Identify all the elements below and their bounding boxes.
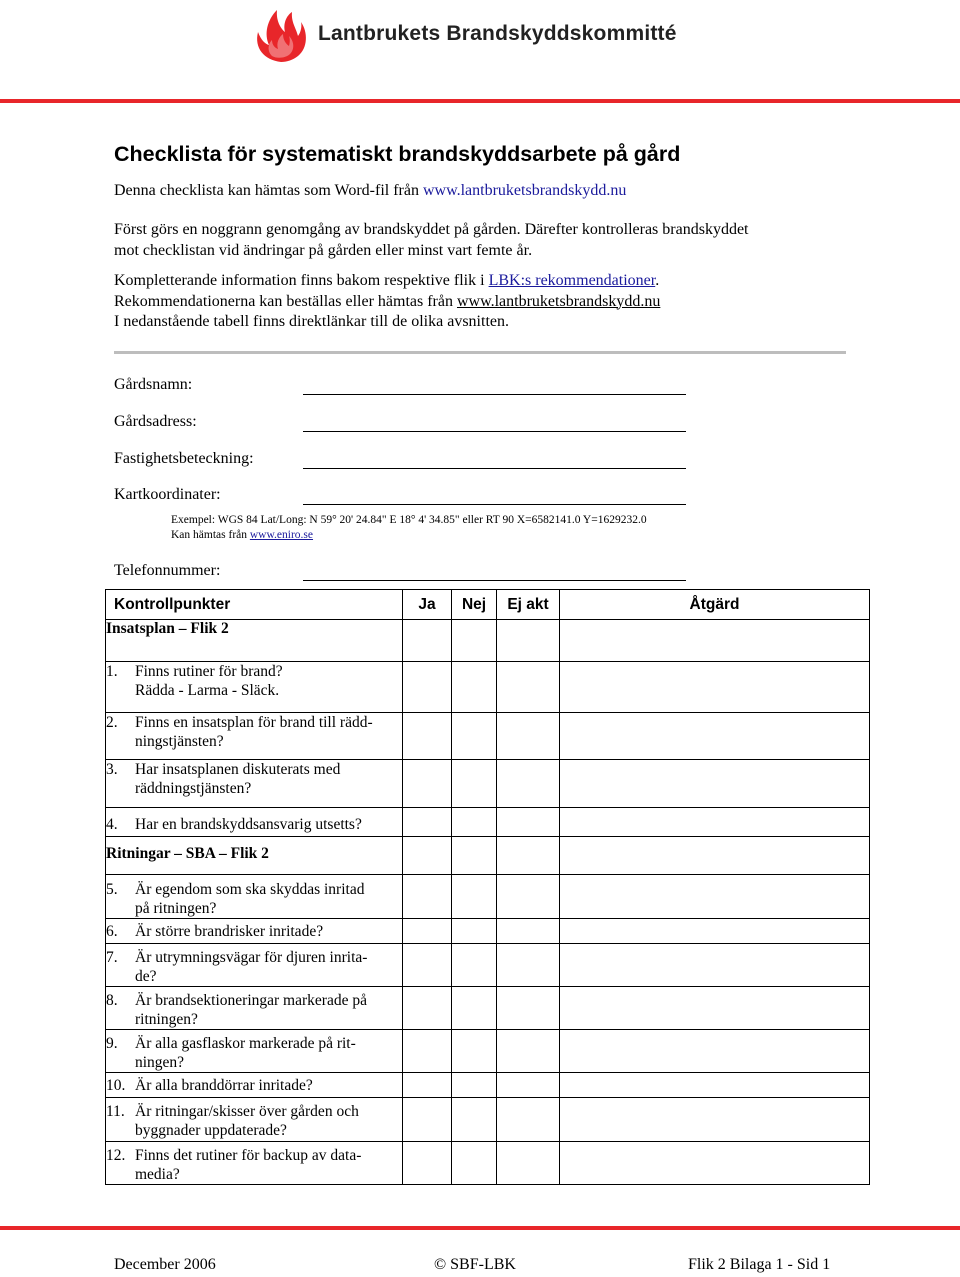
question-cell (106, 1030, 403, 1073)
download-text: Denna checklista kan hämtas som Word-fil från (114, 182, 419, 199)
question-number: 3. (106, 761, 118, 778)
question-text: Är ritningar/skisser över gården och (135, 1103, 359, 1120)
question-text: Har en brandskyddsansvarig utsetts? (135, 816, 362, 833)
header-divider (0, 99, 960, 103)
intro-line: I nedanstående tabell finns direktlänkar till de olika avsnitten. (114, 313, 509, 330)
na-cell[interactable] (497, 987, 560, 1030)
intro-text: Kompletterande information finns bakom respektive flik i (114, 272, 485, 289)
yes-cell[interactable] (403, 1073, 452, 1098)
no-cell[interactable] (452, 1073, 497, 1098)
fetch-text: Kan hämtas från (171, 529, 247, 541)
col-header-action: Åtgärd (560, 590, 870, 620)
question-number: 5. (106, 881, 118, 898)
question-cell (106, 875, 403, 919)
action-cell[interactable] (560, 760, 870, 808)
question-text: byggnader uppdaterade? (135, 1122, 287, 1139)
yes-cell[interactable] (403, 875, 452, 919)
question-text: Rädda - Larma - Släck. (135, 682, 280, 699)
question-text: Finns det rutiner för backup av data- (135, 1147, 362, 1164)
org-name: Lantbrukets Brandskyddskommitté (318, 22, 677, 45)
no-cell[interactable] (452, 620, 497, 662)
na-cell[interactable] (497, 662, 560, 713)
na-cell[interactable] (497, 1142, 560, 1185)
farm-name-field[interactable] (303, 394, 686, 395)
no-cell[interactable] (452, 662, 497, 713)
question-cell (106, 919, 403, 944)
yes-cell[interactable] (403, 1142, 452, 1185)
question-cell (106, 1142, 403, 1185)
question-cell (106, 713, 403, 760)
question-number: 6. (106, 923, 118, 940)
farm-name-label: Gårdsnamn: (114, 376, 193, 393)
action-cell[interactable] (560, 837, 870, 875)
col-header-na: Ej akt (497, 590, 560, 620)
no-cell[interactable] (452, 1098, 497, 1142)
section-title: Insatsplan – Flik 2 (106, 620, 403, 662)
na-cell[interactable] (497, 919, 560, 944)
yes-cell[interactable] (403, 944, 452, 987)
intro-line: Först görs en noggrann genomgång av brandskyddet på gården. Därefter kontrolleras brandskyddet (114, 221, 749, 238)
table-row (106, 1030, 870, 1073)
section-row (106, 837, 870, 875)
action-cell[interactable] (560, 1073, 870, 1098)
intro-paragraph-2 (114, 220, 748, 261)
col-header-no: Nej (452, 590, 497, 620)
table-row (106, 1073, 870, 1098)
question-text: Är större brandrisker inritade? (135, 923, 324, 940)
table-row (106, 919, 870, 944)
checklist-table (105, 589, 870, 1185)
na-cell[interactable] (497, 944, 560, 987)
intro-line (114, 292, 660, 313)
phone-field[interactable] (303, 580, 686, 581)
eniro-link[interactable]: www.eniro.se (249, 529, 314, 541)
fetch-line (171, 528, 647, 543)
question-number: 7. (106, 949, 118, 966)
property-label: Fastighetsbeteckning: (114, 450, 254, 467)
footer-divider (0, 1226, 960, 1230)
question-text: ningen? (135, 1054, 185, 1071)
yes-cell[interactable] (403, 1098, 452, 1142)
na-cell[interactable] (497, 620, 560, 662)
action-cell[interactable] (560, 662, 870, 713)
question-text: räddningstjänsten? (135, 780, 252, 797)
no-cell[interactable] (452, 944, 497, 987)
coordinates-field[interactable] (303, 504, 686, 505)
table-row (106, 760, 870, 808)
question-text: Finns en insatsplan för brand till rädd- (135, 714, 373, 731)
action-cell[interactable] (560, 1098, 870, 1142)
question-cell (106, 987, 403, 1030)
intro-line (114, 271, 660, 292)
farm-address-label: Gårdsadress: (114, 413, 197, 430)
na-cell[interactable] (497, 1098, 560, 1142)
no-cell[interactable] (452, 713, 497, 760)
na-cell[interactable] (497, 1073, 560, 1098)
question-cell (106, 662, 403, 713)
action-cell[interactable] (560, 713, 870, 760)
phone-label: Telefonnummer: (114, 562, 221, 579)
section-divider (114, 351, 846, 354)
col-header-yes: Ja (403, 590, 452, 620)
question-text: Är alla gasflaskor markerade på rit- (135, 1035, 356, 1052)
question-number: 4. (106, 816, 118, 833)
question-number: 11. (106, 1103, 125, 1120)
action-cell[interactable] (560, 1030, 870, 1073)
footer-date: December 2006 (114, 1256, 216, 1273)
table-row (106, 875, 870, 919)
question-text: ningstjänsten? (135, 733, 224, 750)
question-number: 2. (106, 714, 118, 731)
question-text: Har insatsplanen diskuterats med (135, 761, 341, 778)
no-cell[interactable] (452, 760, 497, 808)
table-row (106, 944, 870, 987)
yes-cell[interactable] (403, 919, 452, 944)
question-text: Är brandsektioneringar markerade på (135, 992, 367, 1009)
yes-cell[interactable] (403, 713, 452, 760)
footer-page: Flik 2 Bilaga 1 - Sid 1 (688, 1256, 831, 1273)
yes-cell[interactable] (403, 1030, 452, 1073)
question-text: Är egendom som ska skyddas inritad (135, 881, 365, 898)
question-number: 1. (106, 663, 118, 680)
action-cell[interactable] (560, 1142, 870, 1185)
question-cell (106, 1098, 403, 1142)
na-cell[interactable] (497, 760, 560, 808)
download-paragraph (114, 181, 626, 202)
table-row (106, 1098, 870, 1142)
question-text: Är utrymningsvägar för djuren inrita- (135, 949, 368, 966)
na-cell[interactable] (497, 875, 560, 919)
coordinates-label: Kartkoordinater: (114, 486, 221, 503)
no-cell[interactable] (452, 808, 497, 837)
table-row (106, 662, 870, 713)
no-cell[interactable] (452, 1142, 497, 1185)
action-cell[interactable] (560, 944, 870, 987)
section-row (106, 620, 870, 662)
no-cell[interactable] (452, 919, 497, 944)
na-cell[interactable] (497, 808, 560, 837)
question-text: Finns rutiner för brand? (135, 663, 283, 680)
question-text: på ritningen? (135, 900, 217, 917)
action-cell[interactable] (560, 875, 870, 919)
property-field[interactable] (303, 468, 686, 469)
question-number: 9. (106, 1035, 118, 1052)
question-text: de? (135, 968, 157, 985)
yes-cell[interactable] (403, 760, 452, 808)
na-cell[interactable] (497, 837, 560, 875)
question-cell (106, 1073, 403, 1098)
action-cell[interactable] (560, 808, 870, 837)
download-link[interactable]: www.lantbruketsbrandskydd.nu (422, 182, 627, 199)
table-row (106, 1142, 870, 1185)
table-row (106, 808, 870, 837)
na-cell[interactable] (497, 1030, 560, 1073)
yes-cell[interactable] (403, 987, 452, 1030)
yes-cell[interactable] (403, 620, 452, 662)
no-cell[interactable] (452, 1030, 497, 1073)
question-number: 8. (106, 992, 118, 1009)
action-cell[interactable] (560, 919, 870, 944)
intro-line: mot checklistan vid ändringar på gården eller minst vart femte år. (114, 241, 533, 259)
yes-cell[interactable] (403, 837, 452, 875)
intro-paragraph-3 (114, 271, 660, 333)
question-text: Är alla branddörrar inritade? (135, 1077, 313, 1094)
question-cell (106, 760, 403, 808)
recommendations-link[interactable]: LBK:s rekommendationer (488, 272, 656, 289)
coordinates-hint (171, 513, 647, 543)
col-header-checkpoints: Kontrollpunkter (106, 590, 403, 620)
action-cell[interactable] (560, 620, 870, 662)
no-cell[interactable] (452, 875, 497, 919)
table-row (106, 713, 870, 760)
yes-cell[interactable] (403, 662, 452, 713)
website-link[interactable]: www.lantbruketsbrandskydd.nu (456, 292, 661, 310)
table-row (106, 987, 870, 1030)
section-title: Ritningar – SBA – Flik 2 (106, 837, 403, 875)
question-cell (106, 808, 403, 837)
intro-text: . (655, 272, 660, 289)
no-cell[interactable] (452, 837, 497, 875)
footer-copyright: © SBF-LBK (434, 1256, 516, 1273)
page-title: Checklista för systematiskt brandskyddsarbete på gård (114, 142, 681, 166)
question-cell (106, 944, 403, 987)
flame-logo-icon (250, 4, 312, 64)
na-cell[interactable] (497, 713, 560, 760)
question-number: 10. (106, 1077, 126, 1094)
action-cell[interactable] (560, 987, 870, 1030)
farm-address-field[interactable] (303, 431, 686, 432)
example-text: Exempel: WGS 84 Lat/Long: N 59° 20' 24.84" E 18° 4' 34.85" eller RT 90 X=6582141.0 Y=1629232.0 (171, 514, 647, 526)
table-header-row (106, 590, 870, 620)
no-cell[interactable] (452, 987, 497, 1030)
yes-cell[interactable] (403, 808, 452, 837)
question-number: 12. (106, 1147, 126, 1164)
question-text: ritningen? (135, 1011, 198, 1028)
question-text: media? (135, 1166, 180, 1183)
intro-text: Rekommendationerna kan beställas eller hämtas från (114, 292, 453, 310)
